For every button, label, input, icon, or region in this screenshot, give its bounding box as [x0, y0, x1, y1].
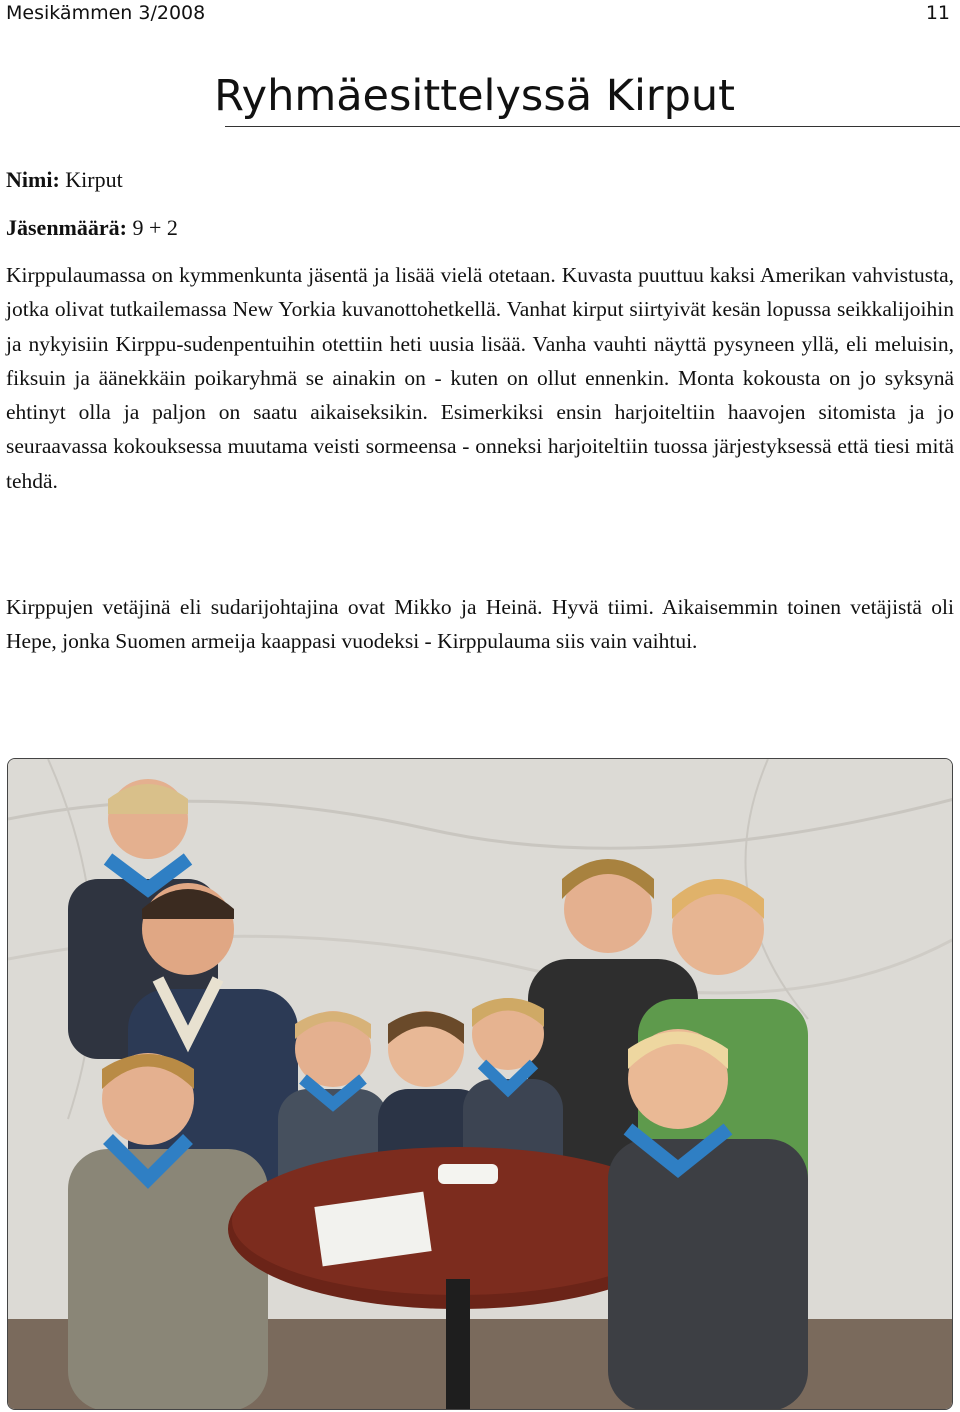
name-field [6, 166, 123, 194]
name-label: Nimi: [6, 167, 60, 192]
group-photo-illustration [8, 759, 953, 1410]
magazine-issue: Mesikämmen 3/2008 [6, 2, 206, 24]
page-number: 11 [925, 2, 950, 24]
group-photo [7, 758, 953, 1410]
body-paragraph-2: Kirppujen vetäjinä eli sudarijohtajina ovat Mikko ja Heinä. Hyvä tiimi. Aikaisemmin toinen vetäjistä oli Hepe, jonka Suomen armeija kaappasi vuodeksi - Kirppulauma siis vain vaihtui. [6, 595, 954, 654]
running-head [6, 0, 950, 28]
article-title: Ryhmäesittelyssä Kirput [214, 71, 735, 121]
body-paragraph-1: Kirppulaumassa on kymmenkunta jäsentä ja lisää vielä otetaan. Kuvasta puuttuu kaksi Amerikan vahvistusta, jotka olivat tutkailemassa New Yorkia kuvanottohetkellä. Vanhat kirput siirtyivät kesän lopussa seikkalijoihin ja nykyisiin Kirppu-sudenpentuihin otettiin heti uusia lisää. Vanha vauhti näyttä pysyneen yllä, eli meluisin, fiksuin ja äänekkäin poikaryhmä se ainakin on - kuten on ollut ennenkin. Monta kokousta on jo syksynä ehtinyt olla ja paljon on saatu aikaiseksikin. Esimerkiksi ensin harjoiteltiin haavojen sitomista ja jo seuraavassa kokouksessa muutama veisti sormeensa - onneksi harjoiteltiin tuossa järjestyksessä että tiesi mitä tehdä. [6, 263, 954, 493]
member-count-value: 9 + 2 [132, 215, 178, 240]
title-rule [225, 126, 960, 127]
member-count-label: Jäsenmäärä: [6, 215, 127, 240]
member-count-field [6, 214, 178, 242]
name-value: Kirput [65, 167, 123, 192]
